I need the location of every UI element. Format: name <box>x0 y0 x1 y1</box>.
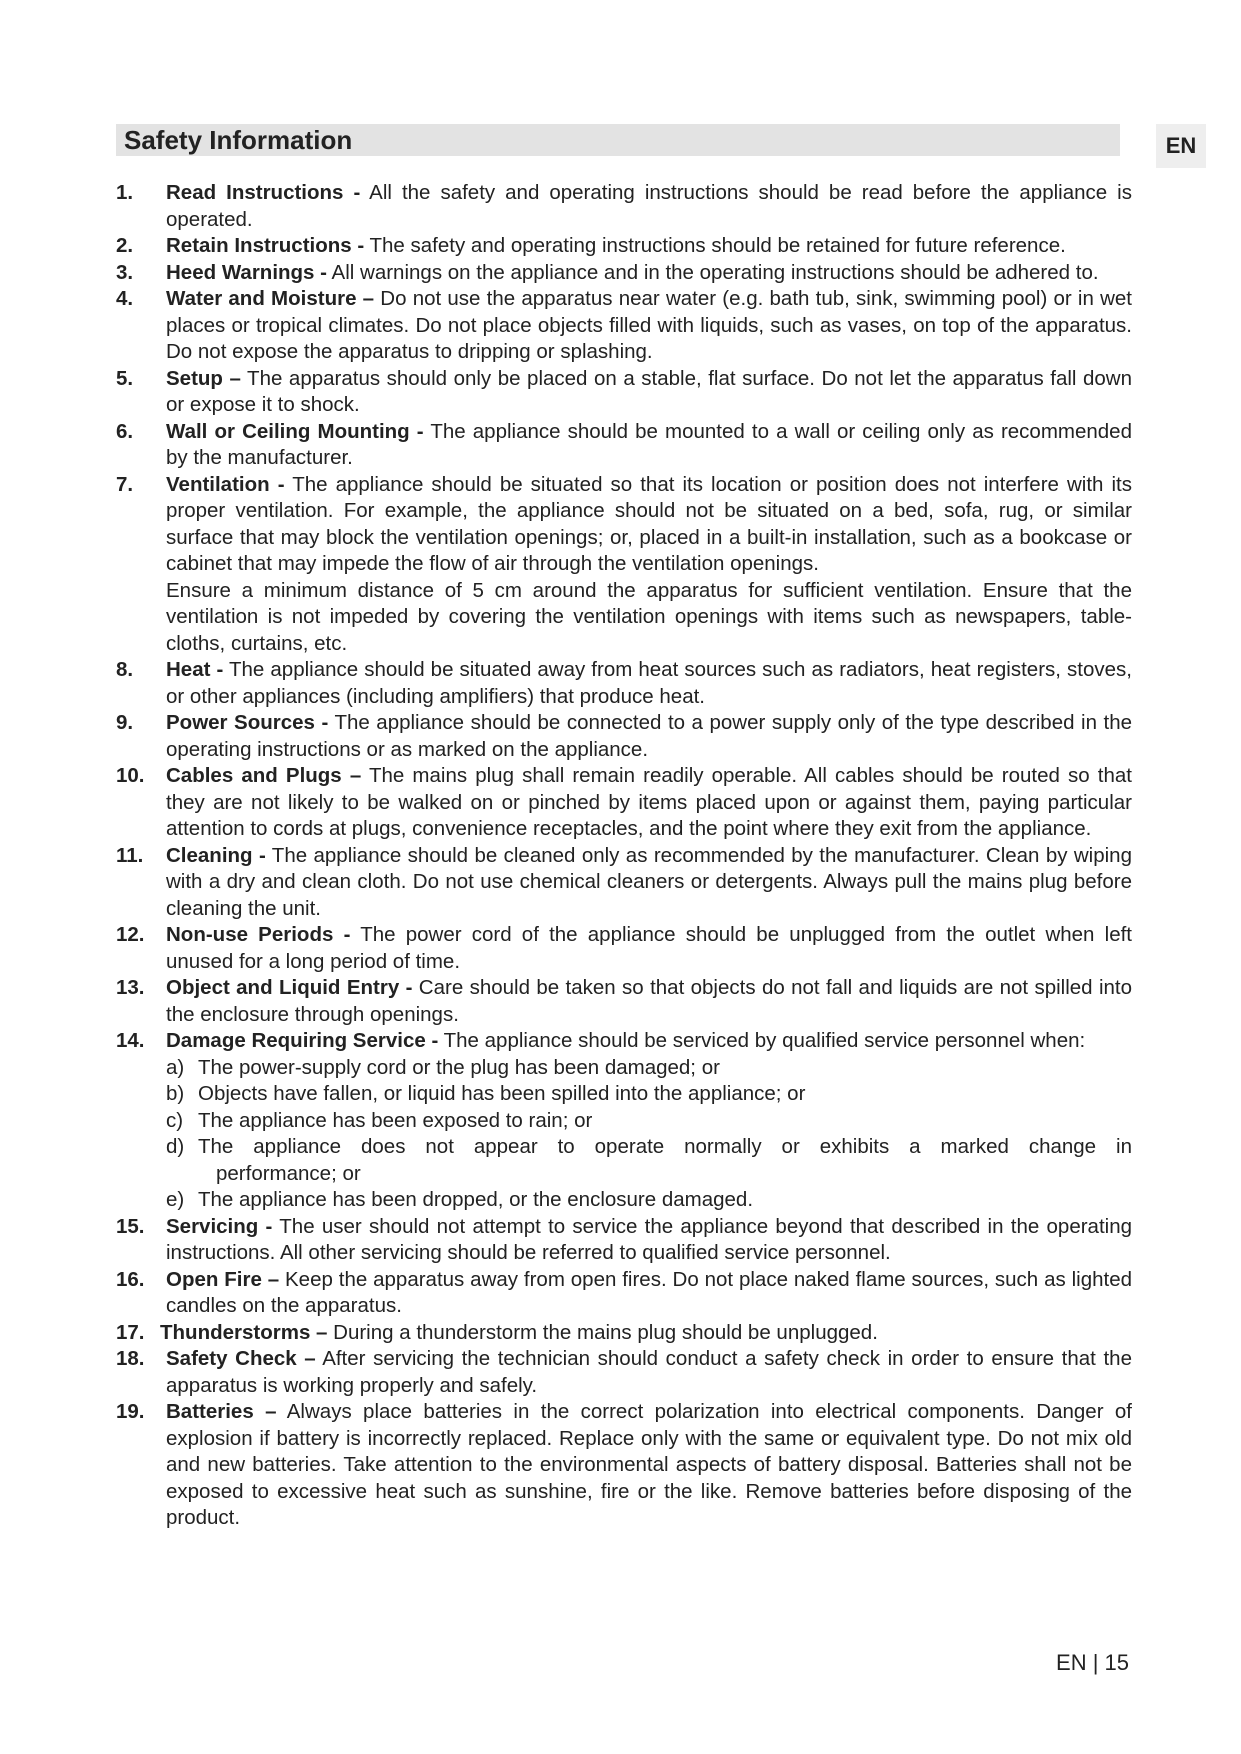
item-text: The user should not attempt to service the appliance beyond that described in the operating instructions. All other servicing should be referred to qualified service personnel. <box>166 1214 1133 1264</box>
item-text: Always place batteries in the correct polarization into electrical components. Danger of explosion if battery is incorrectly replaced. Replace only with the same or equivalent type. Do not mix old and new batteries. Take attention to the environmental aspects of battery disposal. Batteries shall not be exposed to excessive heat such as sunshine, fire or the like. Remove batteries before disposing of the product. <box>166 1400 1132 1529</box>
sub-item-text: The power-supply cord or the plug has been damaged; or <box>198 1055 720 1079</box>
item-text: All warnings on the appliance and in the operating instructions should be adhered to. <box>326 260 1099 284</box>
list-item <box>116 286 1132 366</box>
sub-item-letter: b) <box>166 1082 185 1105</box>
list-item <box>116 180 1132 233</box>
sub-item-letter: e) <box>166 1188 185 1211</box>
list-item <box>116 260 1132 287</box>
sub-item-letter: a) <box>166 1055 185 1079</box>
item-text: The apparatus should only be placed on a stable, flat surface. Do not let the apparatus fall down or expose it to shock. <box>166 366 1132 416</box>
item-number: 1. <box>116 181 134 204</box>
item-text-paragraph: Ensure a minimum distance of 5 cm around the apparatus for sufficient ventilation. Ensure that the ventilation is not impeded by covering the ventilation openings with items such as newspapers, table-cloths, curtains, etc. <box>166 578 1132 655</box>
item-title: Cables and Plugs – <box>166 764 362 787</box>
list-item <box>116 1320 1132 1347</box>
item-text: The appliance should be cleaned only as recommended by the manufacturer. Clean by wiping with a dry and clean cloth. Do not use chemical cleaners or detergents. Always pull the mains plug before cleaning the unit. <box>166 843 1132 920</box>
list-item <box>116 366 1132 419</box>
item-title: Servicing - <box>166 1214 273 1238</box>
item-title: Power Sources - <box>166 711 329 734</box>
item-number: 7. <box>116 472 134 496</box>
sub-item <box>166 1134 1132 1187</box>
item-number: 3. <box>116 260 134 284</box>
safety-list <box>116 180 1132 1532</box>
item-text: The appliance should be situated so that its location or position does not interfere with its proper ventilation. For example, the appliance should not be situated on a bed, sofa, rug, or similar surface that may block the ventilation openings; or, placed in a built-in installation, such as a bookcase or cabinet that may impede the flow of air through the ventilation openings. <box>166 472 1132 575</box>
item-number: 4. <box>116 287 134 310</box>
item-title: Ventilation - <box>166 472 285 496</box>
section-header-bar <box>116 124 1120 156</box>
sub-item-text: Objects have fallen, or liquid has been spilled into the appliance; or <box>198 1082 806 1105</box>
item-number: 13. <box>116 976 145 999</box>
item-number: 19. <box>116 1400 145 1423</box>
item-text: The appliance should be situated away from heat sources such as radiators, heat registers, stoves, or other appliances (including amplifiers) that produce heat. <box>166 658 1132 708</box>
list-item <box>116 763 1132 843</box>
list-item <box>116 975 1132 1028</box>
item-text: The safety and operating instructions should be retained for future reference. <box>364 234 1066 257</box>
item-title: Heed Warnings - <box>166 260 327 284</box>
item-number: 17. <box>116 1320 145 1344</box>
item-number: 10. <box>116 764 145 787</box>
sub-item-text-continued: performance; or <box>216 1161 361 1185</box>
item-number: 14. <box>116 1029 145 1052</box>
language-tab: EN <box>1156 124 1206 168</box>
item-text: Care should be taken so that objects do not fall and liquids are not spilled into the enclosure through openings. <box>166 976 1133 1026</box>
sub-item-text: The appliance does not appear to operate normally or exhibits a marked change in <box>198 1135 1132 1158</box>
list-item <box>116 843 1132 923</box>
list-item <box>116 419 1132 472</box>
item-number: 18. <box>116 1347 145 1370</box>
page-title: Safety Information <box>124 125 353 155</box>
sub-item <box>166 1055 1132 1082</box>
item-title: Setup – <box>166 366 241 390</box>
item-number: 8. <box>116 658 134 681</box>
item-title: Wall or Ceiling Mounting - <box>166 419 424 443</box>
list-item <box>116 1214 1132 1267</box>
list-item <box>116 1346 1132 1399</box>
list-item <box>116 1399 1132 1532</box>
item-title: Non-use Periods - <box>166 923 351 946</box>
item-title: Open Fire – <box>166 1267 280 1291</box>
item-text: After servicing the technician should conduct a safety check in order to ensure that the apparatus is working properly and safely. <box>166 1347 1132 1397</box>
list-item <box>116 472 1132 658</box>
item-text: Keep the apparatus away from open fires. Do not place naked flame sources, such as lighted candles on the apparatus. <box>166 1267 1133 1317</box>
item-title: Safety Check – <box>166 1347 316 1370</box>
item-title: Batteries – <box>166 1400 277 1423</box>
item-number: 5. <box>116 366 134 390</box>
item-text: The appliance should be serviced by qualified service personnel when: <box>438 1029 1086 1052</box>
item-title: Retain Instructions - <box>166 234 365 257</box>
item-title: Water and Moisture – <box>166 287 375 310</box>
item-text: The power cord of the appliance should be unplugged from the outlet when left unused for a long period of time. <box>166 923 1132 973</box>
item-title: Read Instructions - <box>166 181 361 204</box>
item-number: 11. <box>116 843 144 867</box>
item-text: Do not use the apparatus near water (e.g. bath tub, sink, swimming pool) or in wet places or tropical climates. Do not place objects filled with liquids, such as vases, on top of the apparatus. Do not expose the apparatus to dripping or splashing. <box>166 287 1132 363</box>
list-item <box>116 657 1132 710</box>
sub-list <box>166 1055 1132 1214</box>
item-number: 6. <box>116 419 134 443</box>
item-number: 15. <box>116 1214 145 1238</box>
item-text: The mains plug shall remain readily operable. All cables should be routed so that they are not likely to be walked on or pinched by items placed upon or against them, paying particular attention to cords at plugs, convenience receptacles, and the point where they exit from the appliance. <box>166 764 1132 840</box>
item-text: All the safety and operating instructions should be read before the appliance is operated. <box>166 181 1132 231</box>
sub-item-letter: d) <box>166 1135 185 1158</box>
list-item <box>116 1028 1132 1214</box>
list-item <box>116 1267 1132 1320</box>
sub-item-text: The appliance has been exposed to rain; or <box>198 1108 593 1132</box>
page-number: EN | 15 <box>1056 1650 1129 1675</box>
sub-item <box>166 1081 1132 1108</box>
item-title: Heat - <box>166 658 224 681</box>
list-item <box>116 233 1132 260</box>
item-title: Cleaning - <box>166 843 266 867</box>
item-number: 12. <box>116 923 145 946</box>
item-text: The appliance should be connected to a power supply only of the type described in the operating instructions or as marked on the appliance. <box>166 711 1133 761</box>
item-number: 9. <box>116 711 134 734</box>
sub-item-text: The appliance has been dropped, or the enclosure damaged. <box>198 1188 754 1211</box>
sub-item <box>166 1108 1132 1135</box>
item-title: Damage Requiring Service - <box>166 1029 439 1052</box>
item-title: Thunderstorms – <box>160 1320 328 1344</box>
item-text: The appliance should be mounted to a wall or ceiling only as recommended by the manufacturer. <box>166 419 1132 469</box>
item-title: Object and Liquid Entry - <box>166 976 413 999</box>
item-text: During a thunderstorm the mains plug should be unplugged. <box>327 1320 878 1344</box>
item-number: 16. <box>116 1267 145 1291</box>
sub-item <box>166 1187 1132 1214</box>
list-item <box>116 710 1132 763</box>
list-item <box>116 922 1132 975</box>
sub-item-letter: c) <box>166 1108 184 1132</box>
item-number: 2. <box>116 234 134 257</box>
